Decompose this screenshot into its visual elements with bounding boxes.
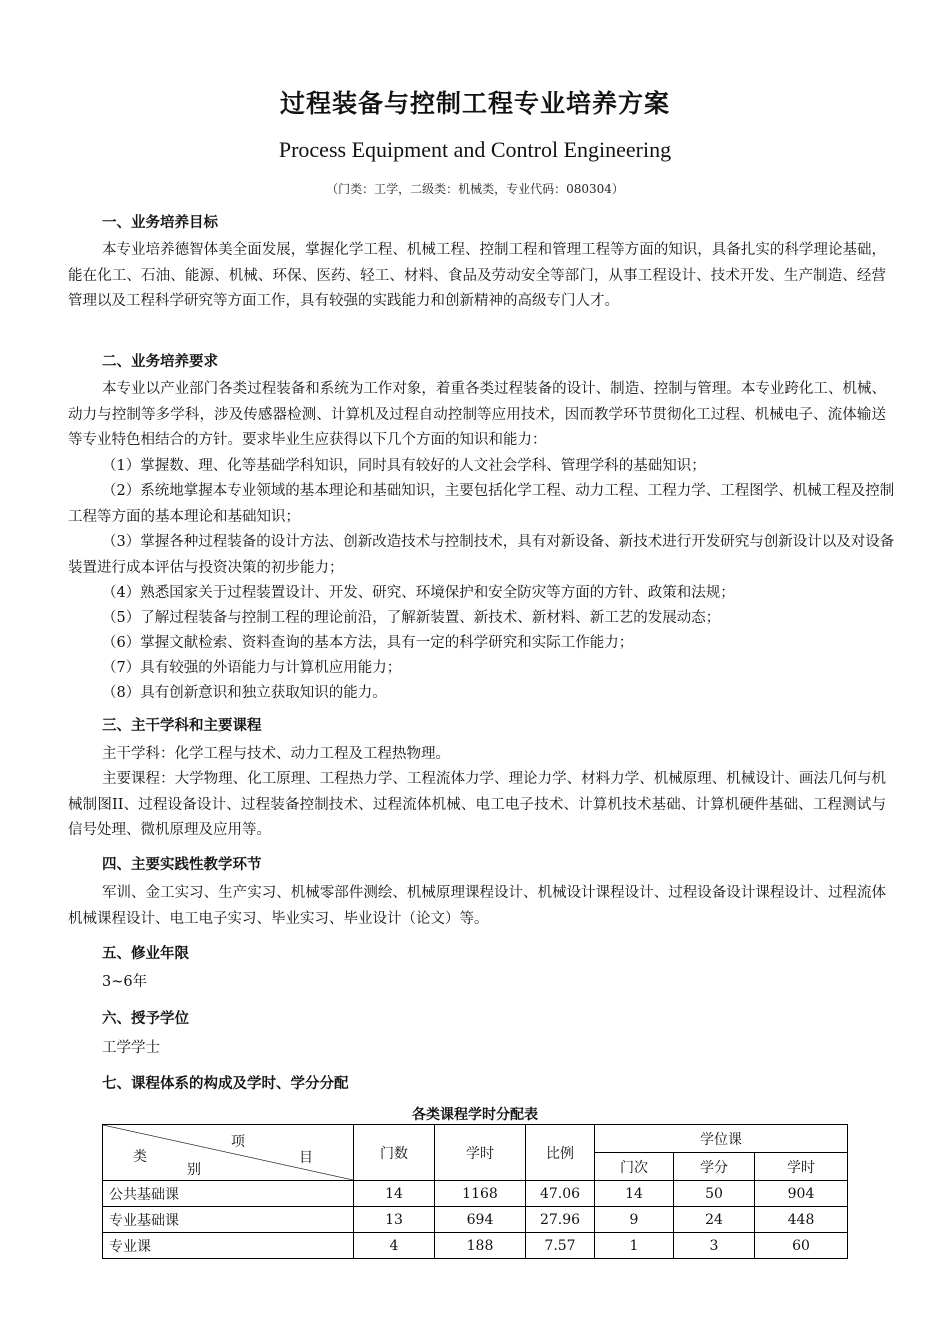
cell-count: 13 — [354, 1207, 435, 1233]
cell-degree-count: 1 — [595, 1233, 674, 1259]
section-6-heading: 六、授予学位 — [102, 1011, 189, 1027]
section-1-paragraph: 本专业培养德智体美全面发展，掌握化学工程、机械工程、控制工程和管理工程等方面的知识，具备扎实的科学理论基础，能在化工、石油、能源、机械、环保、医药、轻工、材料、食品及劳动安全等部门，从事工程设计、技术开发、生产制造、经营管理以及工程科学研究等方面工作，具有较强的实践能力和创新精神的高级专门人才。 — [68, 242, 886, 309]
table-row — [103, 1181, 848, 1207]
cell-degree-count: 9 — [595, 1207, 674, 1233]
diag-category-2: 别 — [187, 1162, 201, 1178]
requirement-item: （8）具有创新意识和独立获取知识的能力。 — [102, 685, 387, 701]
col-header-hours: 学时 — [435, 1125, 526, 1181]
row-name: 专业课 — [103, 1233, 354, 1259]
table-row — [103, 1207, 848, 1233]
main-disciplines: 主干学科：化学工程与技术、动力工程及工程热物理。 — [102, 746, 450, 762]
col-header-degree-hours: 学时 — [755, 1153, 848, 1181]
cell-degree-hours: 60 — [755, 1233, 848, 1259]
section-7-heading: 七、课程体系的构成及学时、学分分配 — [102, 1076, 349, 1092]
col-header-degree-courses: 学位课 — [595, 1125, 848, 1153]
diag-category-1: 类 — [133, 1149, 147, 1165]
cell-count: 4 — [354, 1233, 435, 1259]
cell-degree-credits: 50 — [674, 1181, 755, 1207]
section-1-heading: 一、业务培养目标 — [102, 215, 218, 231]
document-title: 过程装备与控制工程专业培养方案 — [279, 89, 670, 118]
col-header-degree-credits: 学分 — [674, 1153, 755, 1181]
cell-degree-hours: 904 — [755, 1181, 848, 1207]
section-2-heading: 二、业务培养要求 — [102, 354, 218, 370]
study-years: 3~6年 — [102, 974, 148, 990]
cell-count: 14 — [354, 1181, 435, 1207]
degree-awarded: 工学学士 — [102, 1040, 160, 1056]
cell-hours: 694 — [435, 1207, 526, 1233]
cell-degree-count: 14 — [595, 1181, 674, 1207]
main-courses: 主要课程：大学物理、化工原理、工程热力学、工程流体力学、理论力学、材料力学、机械原理、机械设计、画法几何与机械制图II、过程设备设计、过程装备控制技术、过程流体机械、电工电子技术、计算机技术基础、计算机硬件基础、工程测试与信号处理、微机原理及应用等。 — [68, 771, 886, 838]
section-2-paragraph: 本专业以产业部门各类过程装备和系统为工作对象，着重各类过程装备的设计、制造、控制与管理。本专业跨化工、机械、动力与控制等多学科，涉及传感器检测、计算机及过程自动控制等应用技术，因而教学环节贯彻化工过程、机械电子、流体输送等专业特色相结合的方针。要求毕业生应获得以下几个方面的知识和能力： — [68, 381, 886, 448]
cell-hours: 188 — [435, 1233, 526, 1259]
cell-degree-credits: 24 — [674, 1207, 755, 1233]
credit-distribution-table — [102, 1124, 848, 1259]
diagonal-header-cell — [103, 1125, 354, 1181]
cell-hours: 1168 — [435, 1181, 526, 1207]
section-4-paragraph: 军训、金工实习、生产实习、机械零部件测绘、机械原理课程设计、机械设计课程设计、过程设备设计课程设计、过程流体机械课程设计、电工电子实习、毕业实习、毕业设计（论文）等。 — [68, 885, 886, 927]
section-3-heading: 三、主干学科和主要课程 — [102, 718, 262, 734]
table-header-row — [103, 1125, 848, 1153]
requirement-item: （2）系统地掌握本专业领域的基本理论和基础知识，主要包括化学工程、动力工程、工程力学、工程图学、机械工程及控制工程等方面的基本理论和基础知识； — [68, 483, 895, 525]
col-header-degree-count: 门次 — [595, 1153, 674, 1181]
row-name: 专业基础课 — [103, 1207, 354, 1233]
document-subtitle: Process Equipment and Control Engineering — [278, 137, 672, 162]
requirement-item: （4）熟悉国家关于过程装置设计、开发、研究、环境保护和安全防灾等方面的方针、政策和法规； — [102, 585, 735, 601]
table-caption: 各类课程学时分配表 — [412, 1107, 538, 1123]
cell-ratio: 47.06 — [526, 1181, 595, 1207]
row-name: 公共基础课 — [103, 1181, 354, 1207]
cell-degree-hours: 448 — [755, 1207, 848, 1233]
cell-ratio: 7.57 — [526, 1233, 595, 1259]
table-row — [103, 1233, 848, 1259]
requirement-item: （5）了解过程装备与控制工程的理论前沿，了解新装置、新技术、新材料、新工艺的发展动态； — [102, 610, 721, 626]
diag-item-1: 项 — [231, 1134, 245, 1150]
cell-degree-credits: 3 — [674, 1233, 755, 1259]
col-header-count: 门数 — [354, 1125, 435, 1181]
col-header-ratio: 比例 — [526, 1125, 595, 1181]
requirement-item: （3）掌握各种过程装备的设计方法、创新改造技术与控制技术，具有对新设备、新技术进行开发研究与创新设计以及对设备装置进行成本评估与投资决策的初步能力； — [68, 534, 895, 576]
requirement-item: （1）掌握数、理、化等基础学科知识，同时具有较好的人文社会学科、管理学科的基础知识； — [102, 458, 706, 474]
diag-item-2: 目 — [299, 1150, 313, 1166]
section-5-heading: 五、修业年限 — [102, 946, 189, 962]
cell-ratio: 27.96 — [526, 1207, 595, 1233]
category-code: （门类：工学，二级类：机械类，专业代码：080304） — [326, 182, 624, 196]
section-4-heading: 四、主要实践性教学环节 — [102, 857, 262, 873]
requirement-item: （7）具有较强的外语能力与计算机应用能力； — [102, 660, 402, 676]
requirement-item: （6）掌握文献检索、资料查询的基本方法，具有一定的科学研究和实际工作能力； — [102, 635, 634, 651]
